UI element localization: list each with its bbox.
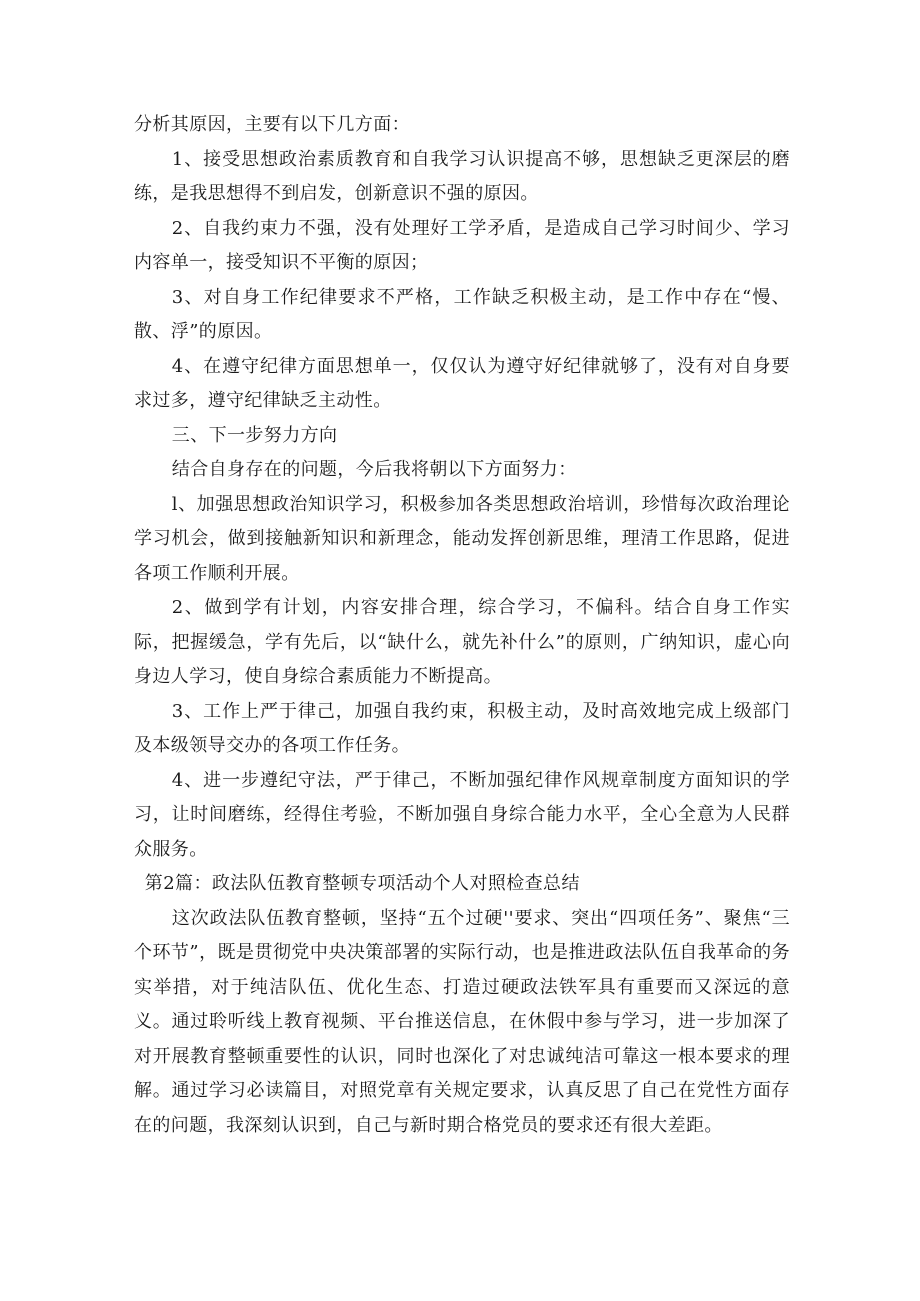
paragraph-reason-2: 2、自我约束力不强，没有处理好工学矛盾，是造成自己学习时间少、学习内容单一，接受知识不平衡的原因； xyxy=(134,217,790,273)
paragraph-article-2-body: 这次政法队伍教育整顿，坚持“五个过硬''要求、突出“四项任务”、聚焦“三个环节”，既是贯彻党中央决策部署的实际行动，也是推进政法队伍自我革命的务实举措，对于纯洁队伍、优化生态、打造过硬政法铁军具有重要而又深远的意义。通过聆听线上教育视频、平台推送信息，在休假中参与学习，进一步加深了对开展教育整顿重要性的认识，同时也深化了对忠诚纯洁可靠这一根本要求的理解。通过学习必读篇目，对照党章有关规定要求，认真反思了自己在党性方面存在的问题，我深刻认识到，自己与新时期合格党员的要求还有很大差距。 xyxy=(134,907,790,1136)
paragraph-step-4: 4、进一步遵纪守法，严于律己，不断加强纪律作风规章制度方面知识的学习，让时间磨练，经得住考验，不断加强自身综合能力水平，全心全意为人民群众服务。 xyxy=(134,769,790,860)
document-body xyxy=(134,108,790,1143)
paragraph-reason-4: 4、在遵守纪律方面思想单一，仅仅认为遵守好纪律就够了，没有对自身要求过多，遵守纪律缺乏主动性。 xyxy=(134,355,790,411)
paragraph-step-1: l、加强思想政治知识学习，积极参加各类思想政治培训，珍惜每次政治理论学习机会，做到接触新知识和新理念，能动发挥创新思维，理清工作思路，促进各项工作顺利开展。 xyxy=(134,493,790,584)
paragraph-next-steps-intro: 结合自身存在的问题，今后我将朝以下方面努力： xyxy=(171,459,577,480)
paragraph-step-3: 3、工作上严于律己，加强自我约束，积极主动，及时高效地完成上级部门及本级领导交办的各项工作任务。 xyxy=(134,700,790,756)
paragraph-step-2: 2、做到学有计划，内容安排合理，综合学习，不偏科。结合自身工作实际，把握缓急，学有先后，以“缺什么，就先补什么”的原则，广纳知识，虚心向身边人学习，使自身综合素质能力不断提高。 xyxy=(134,597,790,687)
paragraph-reason-3: 3、对自身工作纪律要求不严格，工作缺乏积极主动，是工作中存在“慢、散、浮”的原因。 xyxy=(134,286,790,342)
section-heading-next-steps: 三、下一步努力方向 xyxy=(171,424,338,446)
paragraph-reason-1: 1、接受思想政治素质教育和自我学习认识提高不够，思想缺乏更深层的磨练，是我思想得不到启发，创新意识不强的原因。 xyxy=(134,148,790,204)
article-2-title: 第2篇：政法队伍教育整顿专项活动个人对照检查总结 xyxy=(144,873,580,894)
paragraph-intro: 分析其原因，主要有以下几方面： xyxy=(134,114,410,135)
